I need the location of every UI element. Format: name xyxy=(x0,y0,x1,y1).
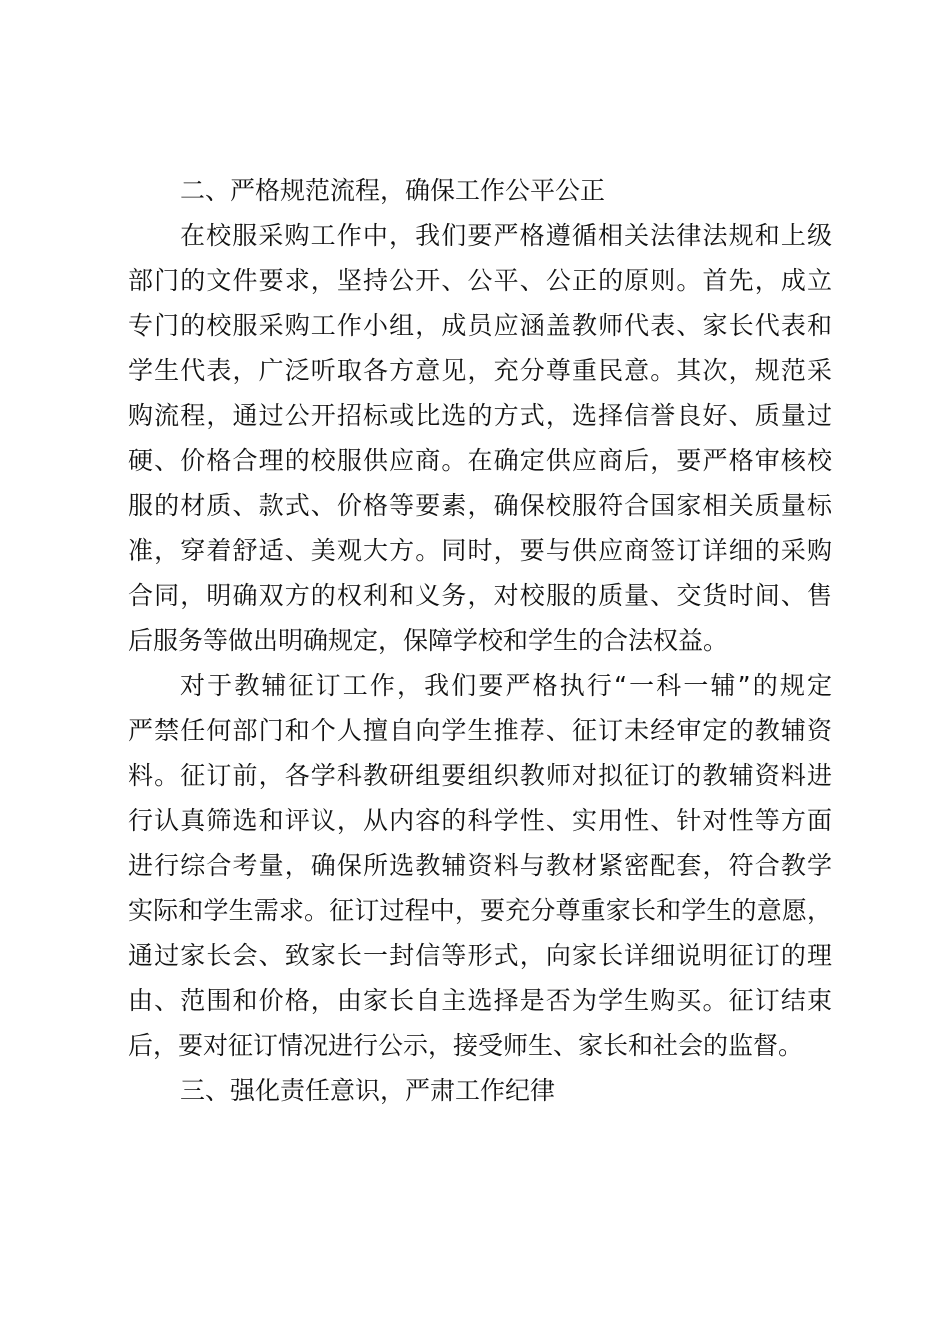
paragraph-line: 在校服采购工作中，我们要严格遵循相关法律法规和上级 xyxy=(180,221,832,250)
paragraph-school-uniform xyxy=(128,213,832,663)
paragraph-line: 料。征订前，各学科教研组要组织教师对拟征订的教辅资料进 xyxy=(128,761,832,790)
paragraph-line: 严禁任何部门和个人擅自向学生推荐、征订未经审定的教辅资 xyxy=(128,716,832,745)
paragraph-line: 实际和学生需求。征订过程中，要充分尊重家长和学生的意愿， xyxy=(128,896,832,925)
paragraph-line: 通过家长会、致家长一封信等形式，向家长详细说明征订的理 xyxy=(128,941,832,970)
paragraph-line: 进行综合考量，确保所选教辅资料与教材紧密配套，符合教学 xyxy=(128,851,832,880)
paragraph-line: 硬、价格合理的校服供应商。在确定供应商后，要严格审核校 xyxy=(128,446,832,475)
paragraph-line: 部门的文件要求，坚持公开、公平、公正的原则。首先，成立 xyxy=(128,266,832,295)
paragraph-line: 学生代表，广泛听取各方意见，充分尊重民意。其次，规范采 xyxy=(128,356,832,385)
paragraph-line: 服的材质、款式、价格等要素，确保校服符合国家相关质量标 xyxy=(128,491,832,520)
paragraph-line: 由、范围和价格，由家长自主选择是否为学生购买。征订结束 xyxy=(128,986,832,1015)
paragraph-line: 购流程，通过公开招标或比选的方式，选择信誉良好、质量过 xyxy=(128,401,832,430)
paragraph-line: 合同，明确双方的权利和义务，对校服的质量、交货时间、售 xyxy=(128,581,832,610)
section-heading-3: 三、强化责任意识，严肃工作纪律 xyxy=(180,1076,556,1105)
paragraph-line: 后服务等做出明确规定，保障学校和学生的合法权益。 xyxy=(128,626,729,655)
paragraph-line: 准，穿着舒适、美观大方。同时，要与供应商签订详细的采购 xyxy=(128,536,832,565)
paragraph-line: 对于教辅征订工作，我们要严格执行“一科一辅”的规定 xyxy=(180,671,832,700)
document-body xyxy=(128,168,832,1113)
paragraph-line: 专门的校服采购工作小组，成员应涵盖教师代表、家长代表和 xyxy=(128,311,832,340)
paragraph-line: 行认真筛选和评议，从内容的科学性、实用性、针对性等方面 xyxy=(128,806,832,835)
paragraph-line: 后，要对征订情况进行公示，接受师生、家长和社会的监督。 xyxy=(128,1031,804,1060)
paragraph-teaching-materials xyxy=(128,663,832,1068)
section-heading-2: 二、严格规范流程，确保工作公平公正 xyxy=(180,176,606,205)
